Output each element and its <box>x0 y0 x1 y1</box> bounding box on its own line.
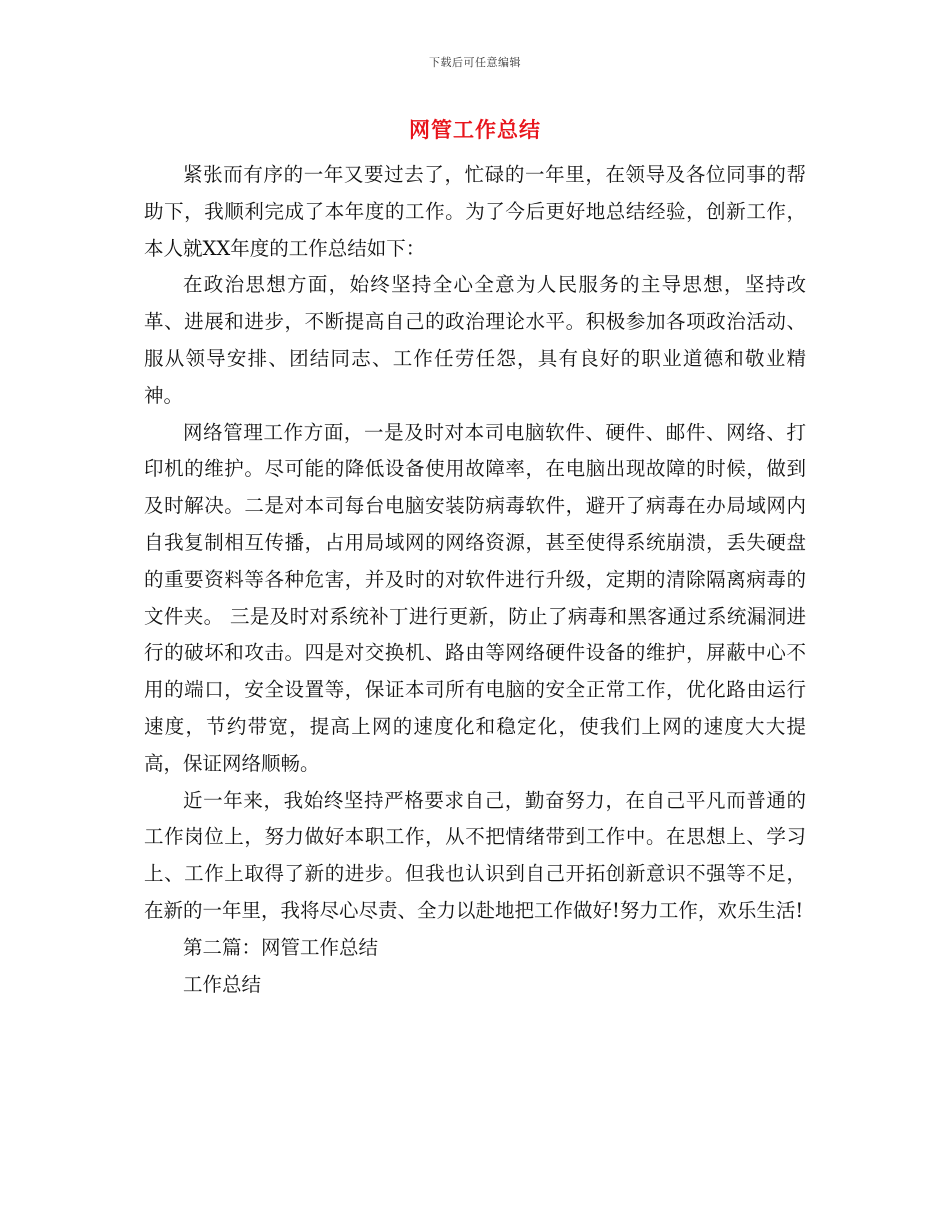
paragraph-network: 网络管理工作方面，一是及时对本司电脑软件、硬件、邮件、网络、打印机的维护。尽可能的降低设备使用故障率，在电脑出现故障的时候，做到及时解决。二是对本司每台电脑安装防病毒软件，避开了病毒在办局域网内自我复制相互传播，占用局域网的网络资源，甚至使得系统崩溃，丢失硬盘的重要资料等各种危害，并及时的对软件进行升级，定期的清除隔离病毒的文件夹。 三是及时对系统补丁进行更新，防止了病毒和黑客通过系统漏洞进行的破坏和攻击。四是对交换机、路由等网络硬件设备的维护，屏蔽中心不用的端口，安全设置等，保证本司所有电脑的安全正常工作，优化路由运行速度，节约带宽，提高上网的速度化和稳定化，使我们上网的速度大大提高，保证网络顺畅。 <box>144 420 806 775</box>
section-heading-second: 第二篇：网管工作总结 <box>183 935 379 959</box>
paragraph-political: 在政治思想方面，始终坚持全心全意为人民服务的主导思想，坚持改革、进展和进步，不断提高自己的政治理论水平。积极参加各项政治活动、服从领导安排、团结同志、工作任劳任怨，具有良好的职业道德和敬业精神。 <box>144 273 806 407</box>
section-subheading: 工作总结 <box>183 972 262 996</box>
document-body <box>144 157 806 1003</box>
document-title: 网管工作总结 <box>409 118 541 142</box>
header-note: 下载后可任意编辑 <box>429 56 521 69</box>
paragraph-intro: 紧张而有序的一年又要过去了，忙碌的一年里，在领导及各位同事的帮助下，我顺利完成了本年度的工作。为了今后更好地总结经验，创新工作，本人就XX年度的工作总结如下： <box>144 163 806 260</box>
paragraph-conclusion: 近一年来，我始终坚持严格要求自己，勤奋努力，在自己平凡而普通的工作岗位上，努力做好本职工作，从不把情绪带到工作中。在思想上、学习上、工作上取得了新的进步。但我也认识到自己开拓创新意识不强等不足，在新的一年里，我将尽心尽责、全力以赴地把工作做好!努力工作，欢乐生活! <box>144 788 806 922</box>
